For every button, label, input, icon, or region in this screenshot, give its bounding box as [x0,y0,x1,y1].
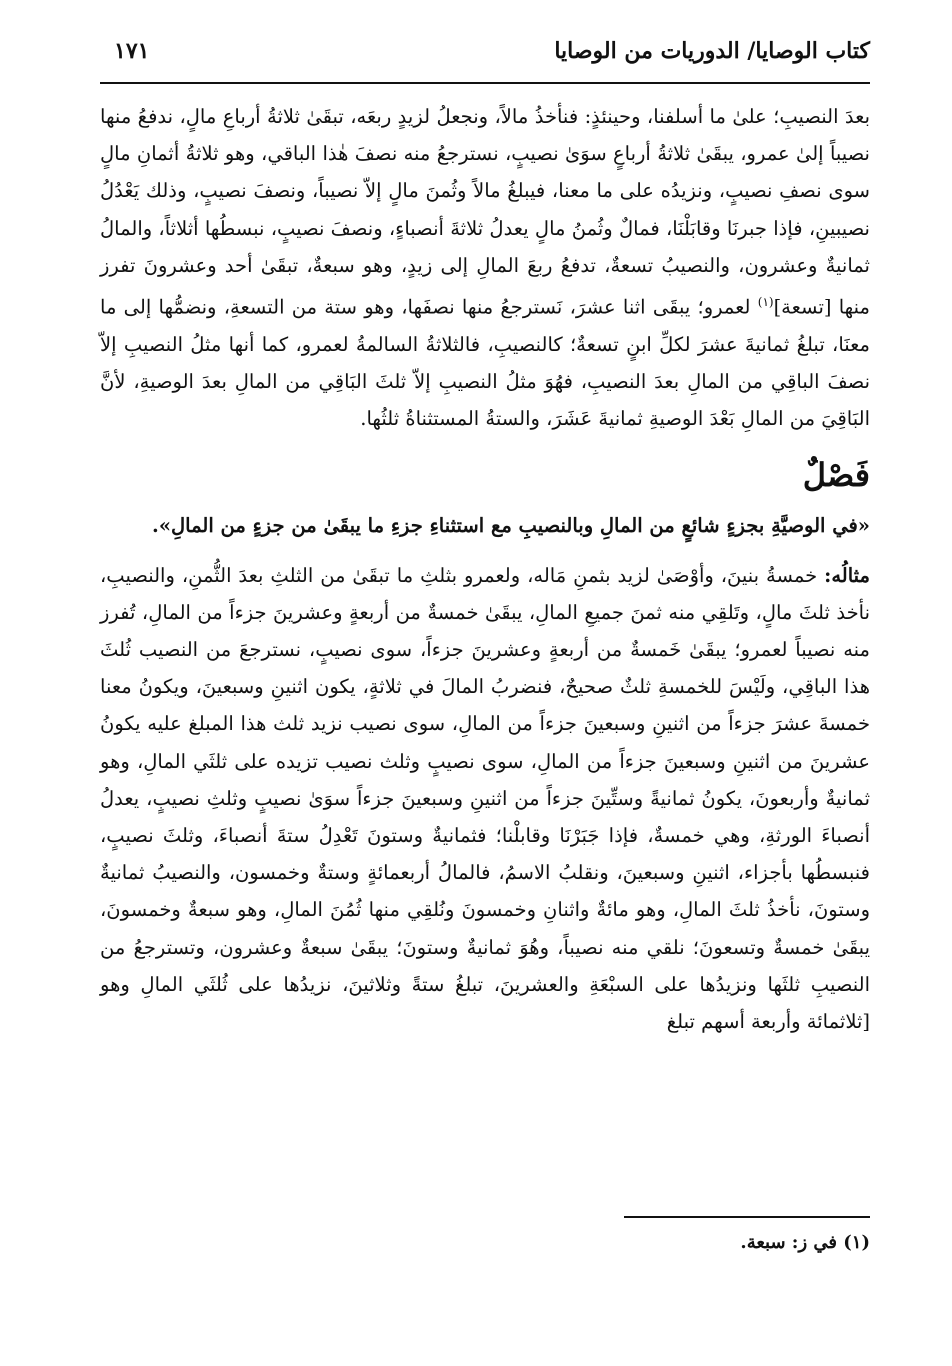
page-number: ١٧١ [114,38,150,64]
paragraph-1-rest: لعمرو؛ يبقَى اثنا عشرَ، نَسترجعُ منها نصفَها، وهو ستة من التسعةِ، ونضمُّها إلى ما معنَا، تبلغُ ثمانيةَ عشرَ لكلِّ ابنٍ تسعةٌ؛ كالنصيبِ، فالثلاثةُ السالمةُ لعمرو، كما أنها مثلُ النصيبِ إلاّ نصفَ الباقِي من المالِ بعدَ النصيبِ، فهُوَ مثلُ النصيبِ إلاّ ثلثَ البَاقِي من المالِ بعدَ الوصيةِ، لأنَّ البَاقِيَ من المالِ بَعْدَ الوصيةِ ثمانيةَ عَشَرَ، والستةُ المستثناةُ ثلثُها. [100,295,870,431]
footnote: (١) في ز: سبعة. [740,1232,870,1253]
footnote-divider [624,1216,870,1218]
example-text: خمسةُ بنينَ، وأوْصَىٰ لزيد بثمنِ مَاله، ولعمرو بثلثِ ما تبقَىٰ من الثلثِ بعدَ الثُّمنِ، والنصيبِ، نأخذ ثلثَ مالٍ، وتَلقِي منه ثمنَ جميعِ المالِ، يبقَىٰ خمسةٌ من أربعةٍ وعشرينَ جزءاً من المالِ، تُفرز منه نصيباً لعمرو؛ يبقَىٰ خَمسةٌ من أربعةٍ وعشرينَ جزءاً، سوى نصيبٍ، نسترجعَ من النصيب ثُلثَ هذا الباقِي، ولَيْسَ للخمسةِ ثلثٌ صحيحٌ، فنضربُ المالَ في ثلاثةٍ، يكون اثنينِ وسبعينَ، ويكونُ معنا خمسةَ عشرَ جزءاً من اثنينِ وسبعينَ جزءاً من المالِ، سوى نصيب نزيد ثلث هذا المبلغ عليه يكونُ عشرينَ من اثنينِ وسبعينَ جزءاً من المالِ، سوى نصيبٍ وثلث نصيب تزيده على ثلثَي المالِ، وهو ثمانيةٌ وأربعونَ، يكونُ ثمانيةً وستِّينَ جزءاً من اثنينِ وسبعينَ جزءاً سوَىٰ نصيبٍ وثلثِ نصيبٍ، يعدلُ أنصباءَ الورثةِ، وهي خمسةٌ، فإذا جَبَرْنَا وقابلْنا؛ فثمانيةٌ وستونَ تَعْدِلُ ستةَ أنصباءَ، وثلثَ نصيبٍ، فنبسطُها بأجزاء، اثنينِ وسبعينَ، ونقلبُ الاسمُ، فالمالُ أربعمائةٍ وستةٌ وخمسون، والنصيبُ ثمانيةٌ وستونَ، نأخذُ ثلثَ المالِ، وهو مائةٌ واثنانِ وخمسونَ ونُلقِي منها ثُمُنَ المالِ، وهو سبعةٌ وخمسونَ، يبقَىٰ خمسةٌ وتسعونَ؛ نلقي منه نصيباً، وهُوَ ثمانيةٌ وستونَ؛ يبقَىٰ سبعةٌ وعشرون، وتسترجعُ من النصيبِ ثلثَها ونزيدُها على السبْعَةِ والعشرينَ، تبلغُ ستةً وثلاثينَ، نزيدُها على ثُلثَي المالِ وهو [ثلاثمائة وأربعة أسهم تبلغ [100,563,870,1033]
example-paragraph [100,557,870,1041]
page-header [100,30,870,84]
body-text [100,98,870,1040]
footnote-marker: (١) [757,295,774,310]
section-heading: فَصْلٌ [802,456,870,495]
paragraph-continued [100,98,870,437]
page [100,30,870,1253]
paragraph-1-text: بعدَ النصيبِ؛ علىٰ ما أسلفنا، وحينئذٍ: فنأخذُ مالاً، ونجعلُ لزيدٍ ربعَه، تبقَىٰ ثلاثةُ أرباعِ مالٍ، ندفعُ منها نصيباً إلىٰ عمرو، يبقَىٰ ثلاثةُ أرباعٍ سوَىٰ نصيبٍ، نسترجعُ منه نصفَ هٰذا الباقي، وهو ثلاثةُ أثمانِ مالٍ سوى نصفِ نصيبٍ، ونزيدُه على ما معنا، فيبلغُ مالاً وثُمنَ مالٍ إلاّ نصيباً، ونصفَ نصيبٍ، وذلك يَعْدُلُ نصيبينِ، فإذا جبرنَا وقابَلْنَا، فمالٌ وثُمنُ مالٍ يعدلُ ثلاثةَ أنصباءٍ، ونصفَ نصيبٍ، نبسطُها أثلاثاً، والمالُ ثمانيةٌ وعشرون، والنصيبُ تسعةٌ، تدفعُ ربعَ المالِ إلى زيدٍ، وهو سبعةٌ، تبقَىٰ أحد وعشرونَ تفرز منها [تسعة] [100,105,870,319]
running-title: كتاب الوصايا/ الدوريات من الوصايا [554,38,870,64]
section-subtitle: «في الوصيَّةِ بجزءٍ شائعٍ من المالِ وبالنصيبِ مع استثناءِ جزءِ ما يبقَىٰ من جزءٍ من المالِ». [152,514,870,538]
example-label: مثالُه: [824,563,870,587]
